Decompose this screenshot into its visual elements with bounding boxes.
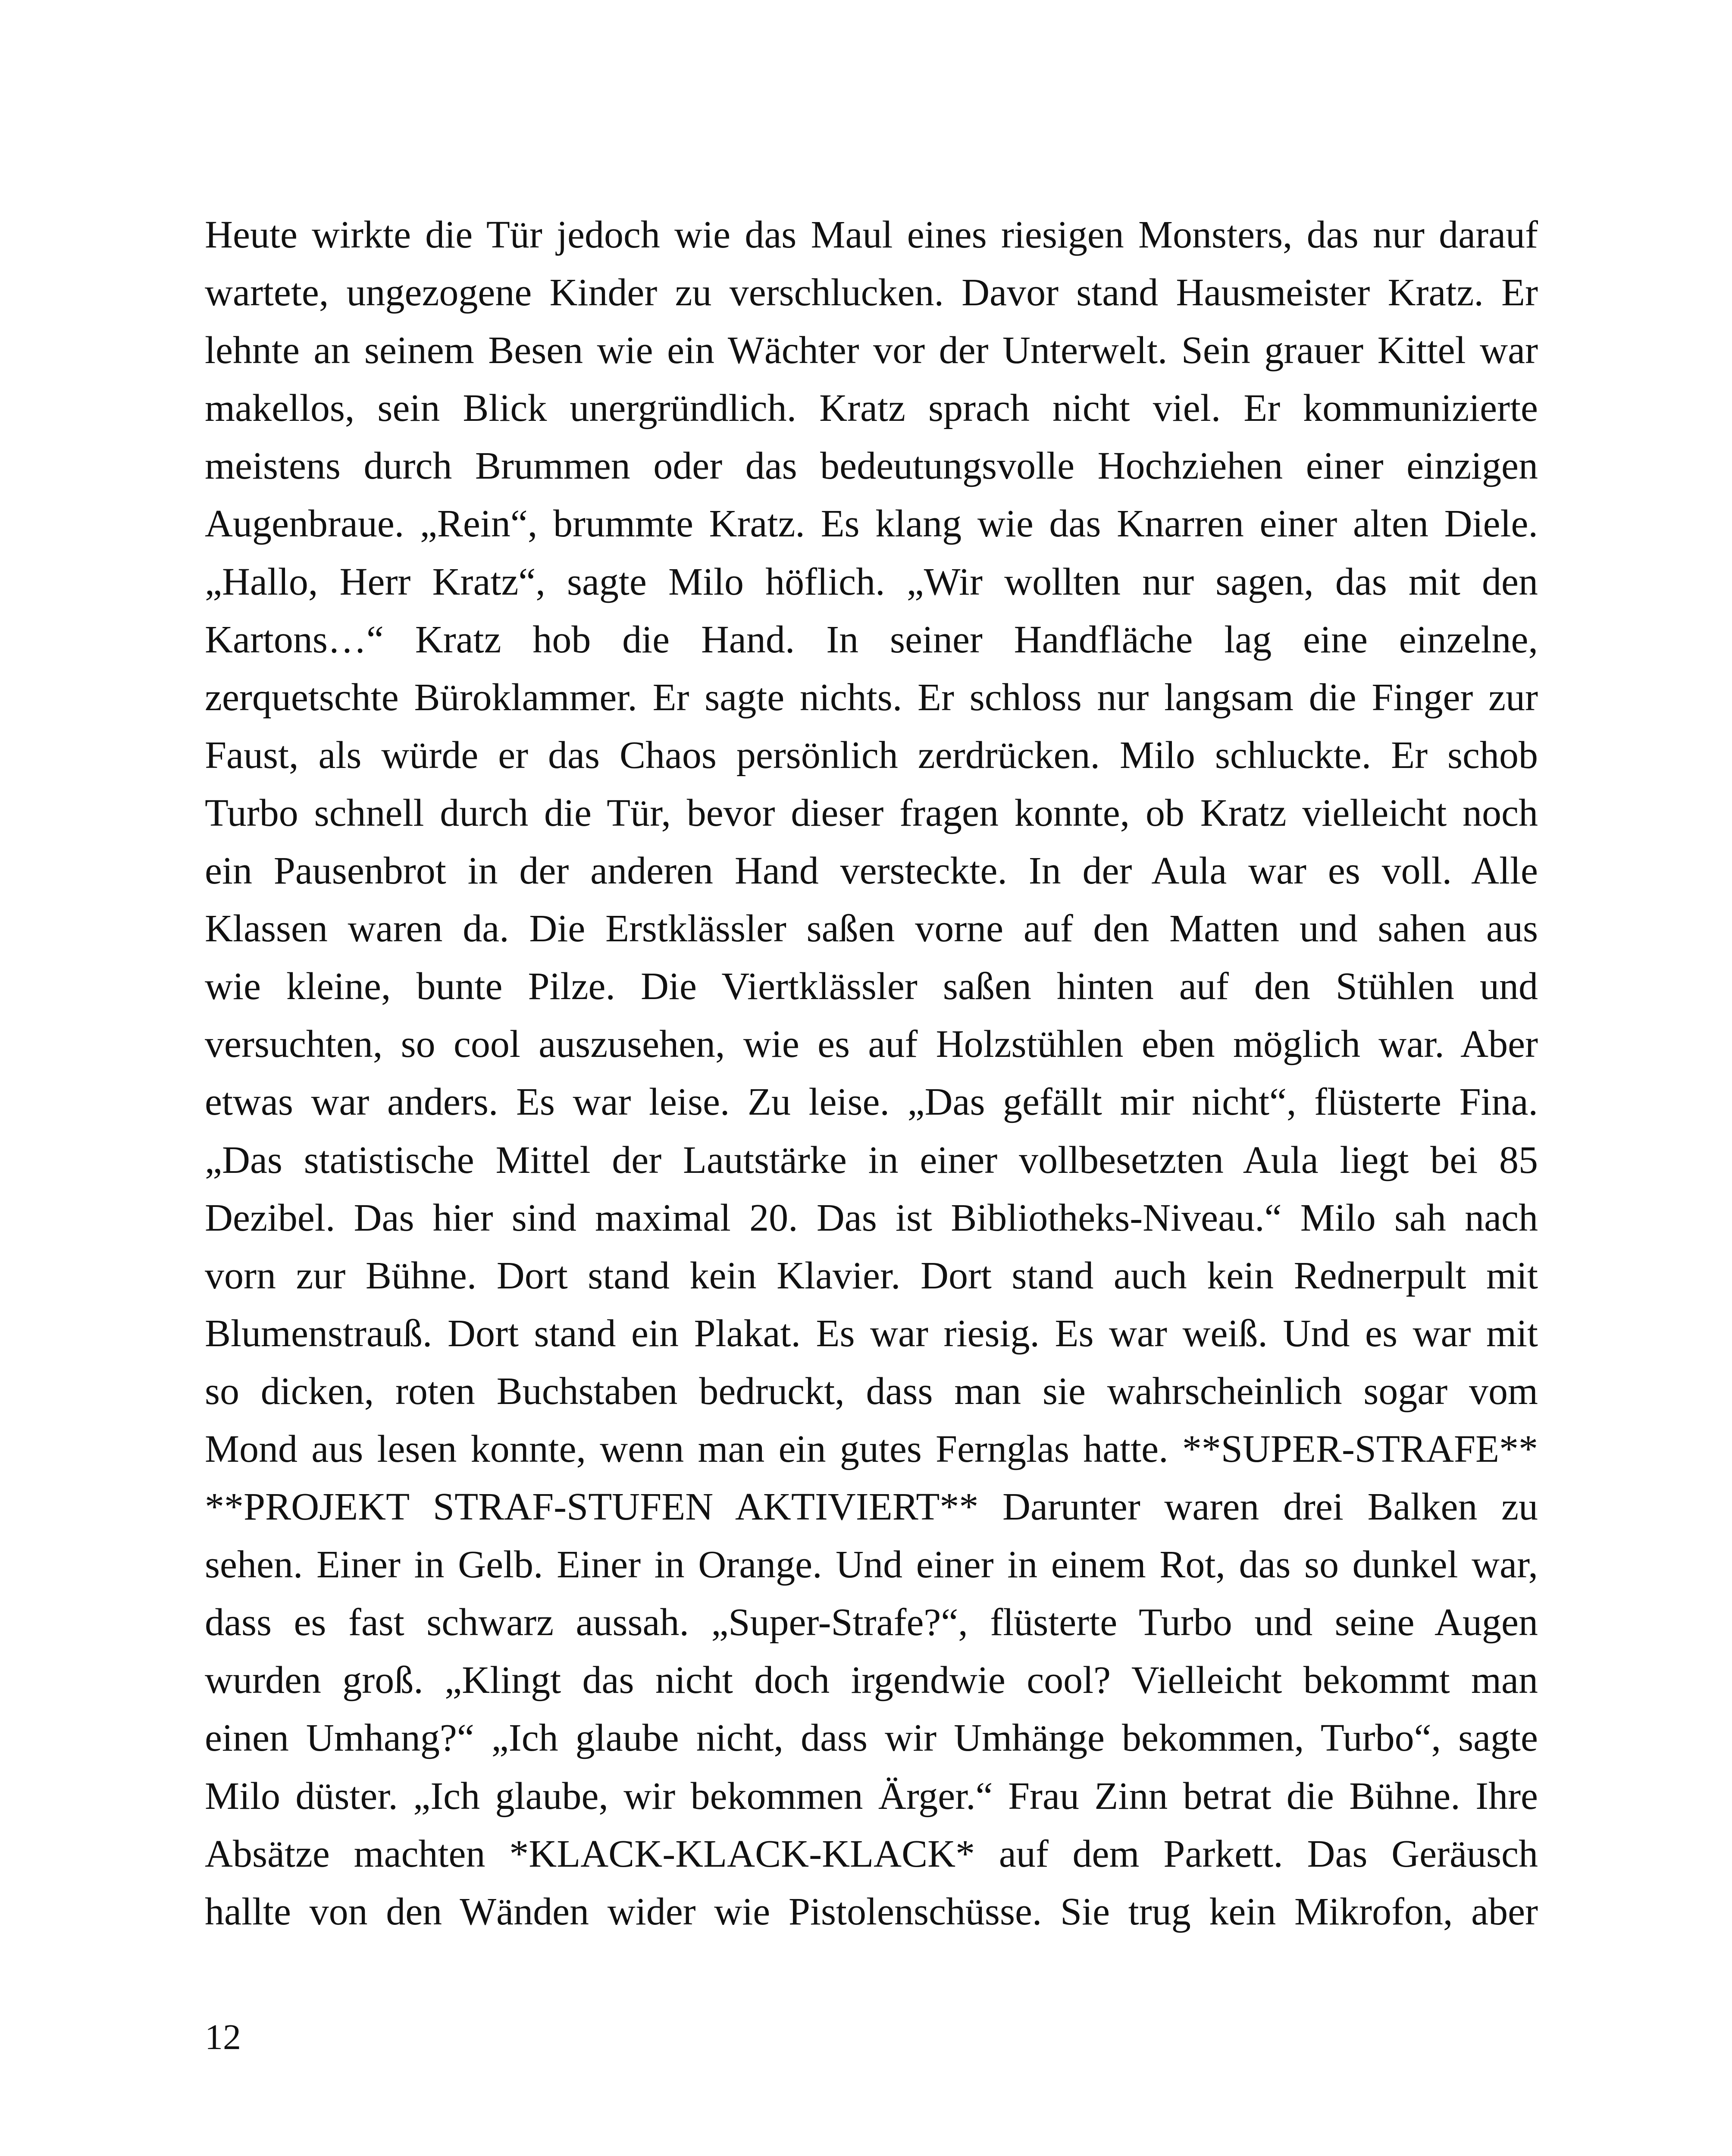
text-line: versuchten, so cool auszusehen, wie es auf Holzstühlen eben möglich war. Aber [205,1023,1538,1066]
text-line: zerquetschte Büroklammer. Er sagte nichts. Er schloss nur langsam die Finger zur [205,676,1538,719]
text-line: wurden groß. „Klingt das nicht doch irgendwie cool? Vielleicht bekommt man [205,1659,1538,1702]
text-line: ein Pausenbrot in der anderen Hand versteckte. In der Aula war es voll. Alle [205,849,1538,893]
text-line: lehnte an seinem Besen wie ein Wächter vor der Unterwelt. Sein grauer Kittel war [205,329,1538,372]
text-line: „Hallo, Herr Kratz“, sagte Milo höflich. „Wir wollten nur sagen, das mit den [205,560,1538,603]
text-line: Kartons…“ Kratz hob die Hand. In seiner Handfläche lag eine einzelne, [205,618,1538,661]
text-line: wie kleine, bunte Pilze. Die Viertklässler saßen hinten auf den Stühlen und [205,965,1538,1008]
text-line: Augenbraue. „Rein“, brummte Kratz. Es klang wie das Knarren einer alten Diele. [205,502,1538,545]
text-line: makellos, sein Blick unergründlich. Kratz sprach nicht viel. Er kommunizierte [205,387,1538,430]
text-line: sehen. Einer in Gelb. Einer in Orange. Und einer in einem Rot, das so dunkel war, [205,1543,1538,1586]
text-line: Dezibel. Das hier sind maximal 20. Das ist Bibliotheks-Niveau.“ Milo sah nach [205,1196,1538,1239]
text-line: etwas war anders. Es war leise. Zu leise. „Das gefällt mir nicht“, flüsterte Fina. [205,1081,1538,1124]
text-line: Heute wirkte die Tür jedoch wie das Maul eines riesigen Monsters, das nur darauf [205,213,1538,256]
text-line: hallte von den Wänden wider wie Pistolenschüsse. Sie trug kein Mikrofon, aber [205,1890,1538,1933]
text-line: meistens durch Brummen oder das bedeutungsvolle Hochziehen einer einzigen [205,445,1538,488]
text-line: wartete, ungezogene Kinder zu verschlucken. Davor stand Hausmeister Kratz. Er [205,271,1538,314]
text-line: so dicken, roten Buchstaben bedruckt, dass man sie wahrscheinlich sogar vom [205,1369,1538,1413]
text-line: einen Umhang?“ „Ich glaube nicht, dass wir Umhänge bekommen, Turbo“, sagte [205,1717,1538,1760]
text-line: Turbo schnell durch die Tür, bevor dieser fragen konnte, ob Kratz vielleicht noch [205,791,1538,834]
text-line: Faust, als würde er das Chaos persönlich zerdrücken. Milo schluckte. Er schob [205,733,1538,777]
text-line: vorn zur Bühne. Dort stand kein Klavier. Dort stand auch kein Rednerpult mit [205,1254,1538,1297]
text-line: Mond aus lesen konnte, wenn man ein gutes Fernglas hatte. **SUPER-STRAFE** [205,1427,1538,1470]
body-text [205,206,1538,1941]
page-number: 12 [205,2017,241,2057]
text-line: „Das statistische Mittel der Lautstärke in einer vollbesetzten Aula liegt bei 85 [205,1138,1538,1181]
text-line: Milo düster. „Ich glaube, wir bekommen Ärger.“ Frau Zinn betrat die Bühne. Ihre [205,1774,1538,1818]
text-line: Klassen waren da. Die Erstklässler saßen vorne auf den Matten und sahen aus [205,907,1538,950]
text-line: **PROJEKT STRAF-STUFEN AKTIVIERT** Darunter waren drei Balken zu [205,1485,1538,1529]
text-line: Blumenstrauß. Dort stand ein Plakat. Es war riesig. Es war weiß. Und es war mit [205,1312,1538,1355]
text-line: Absätze machten *KLACK-KLACK-KLACK* auf dem Parkett. Das Geräusch [205,1832,1538,1875]
text-line: dass es fast schwarz aussah. „Super-Strafe?“, flüsterte Turbo und seine Augen [205,1601,1538,1644]
